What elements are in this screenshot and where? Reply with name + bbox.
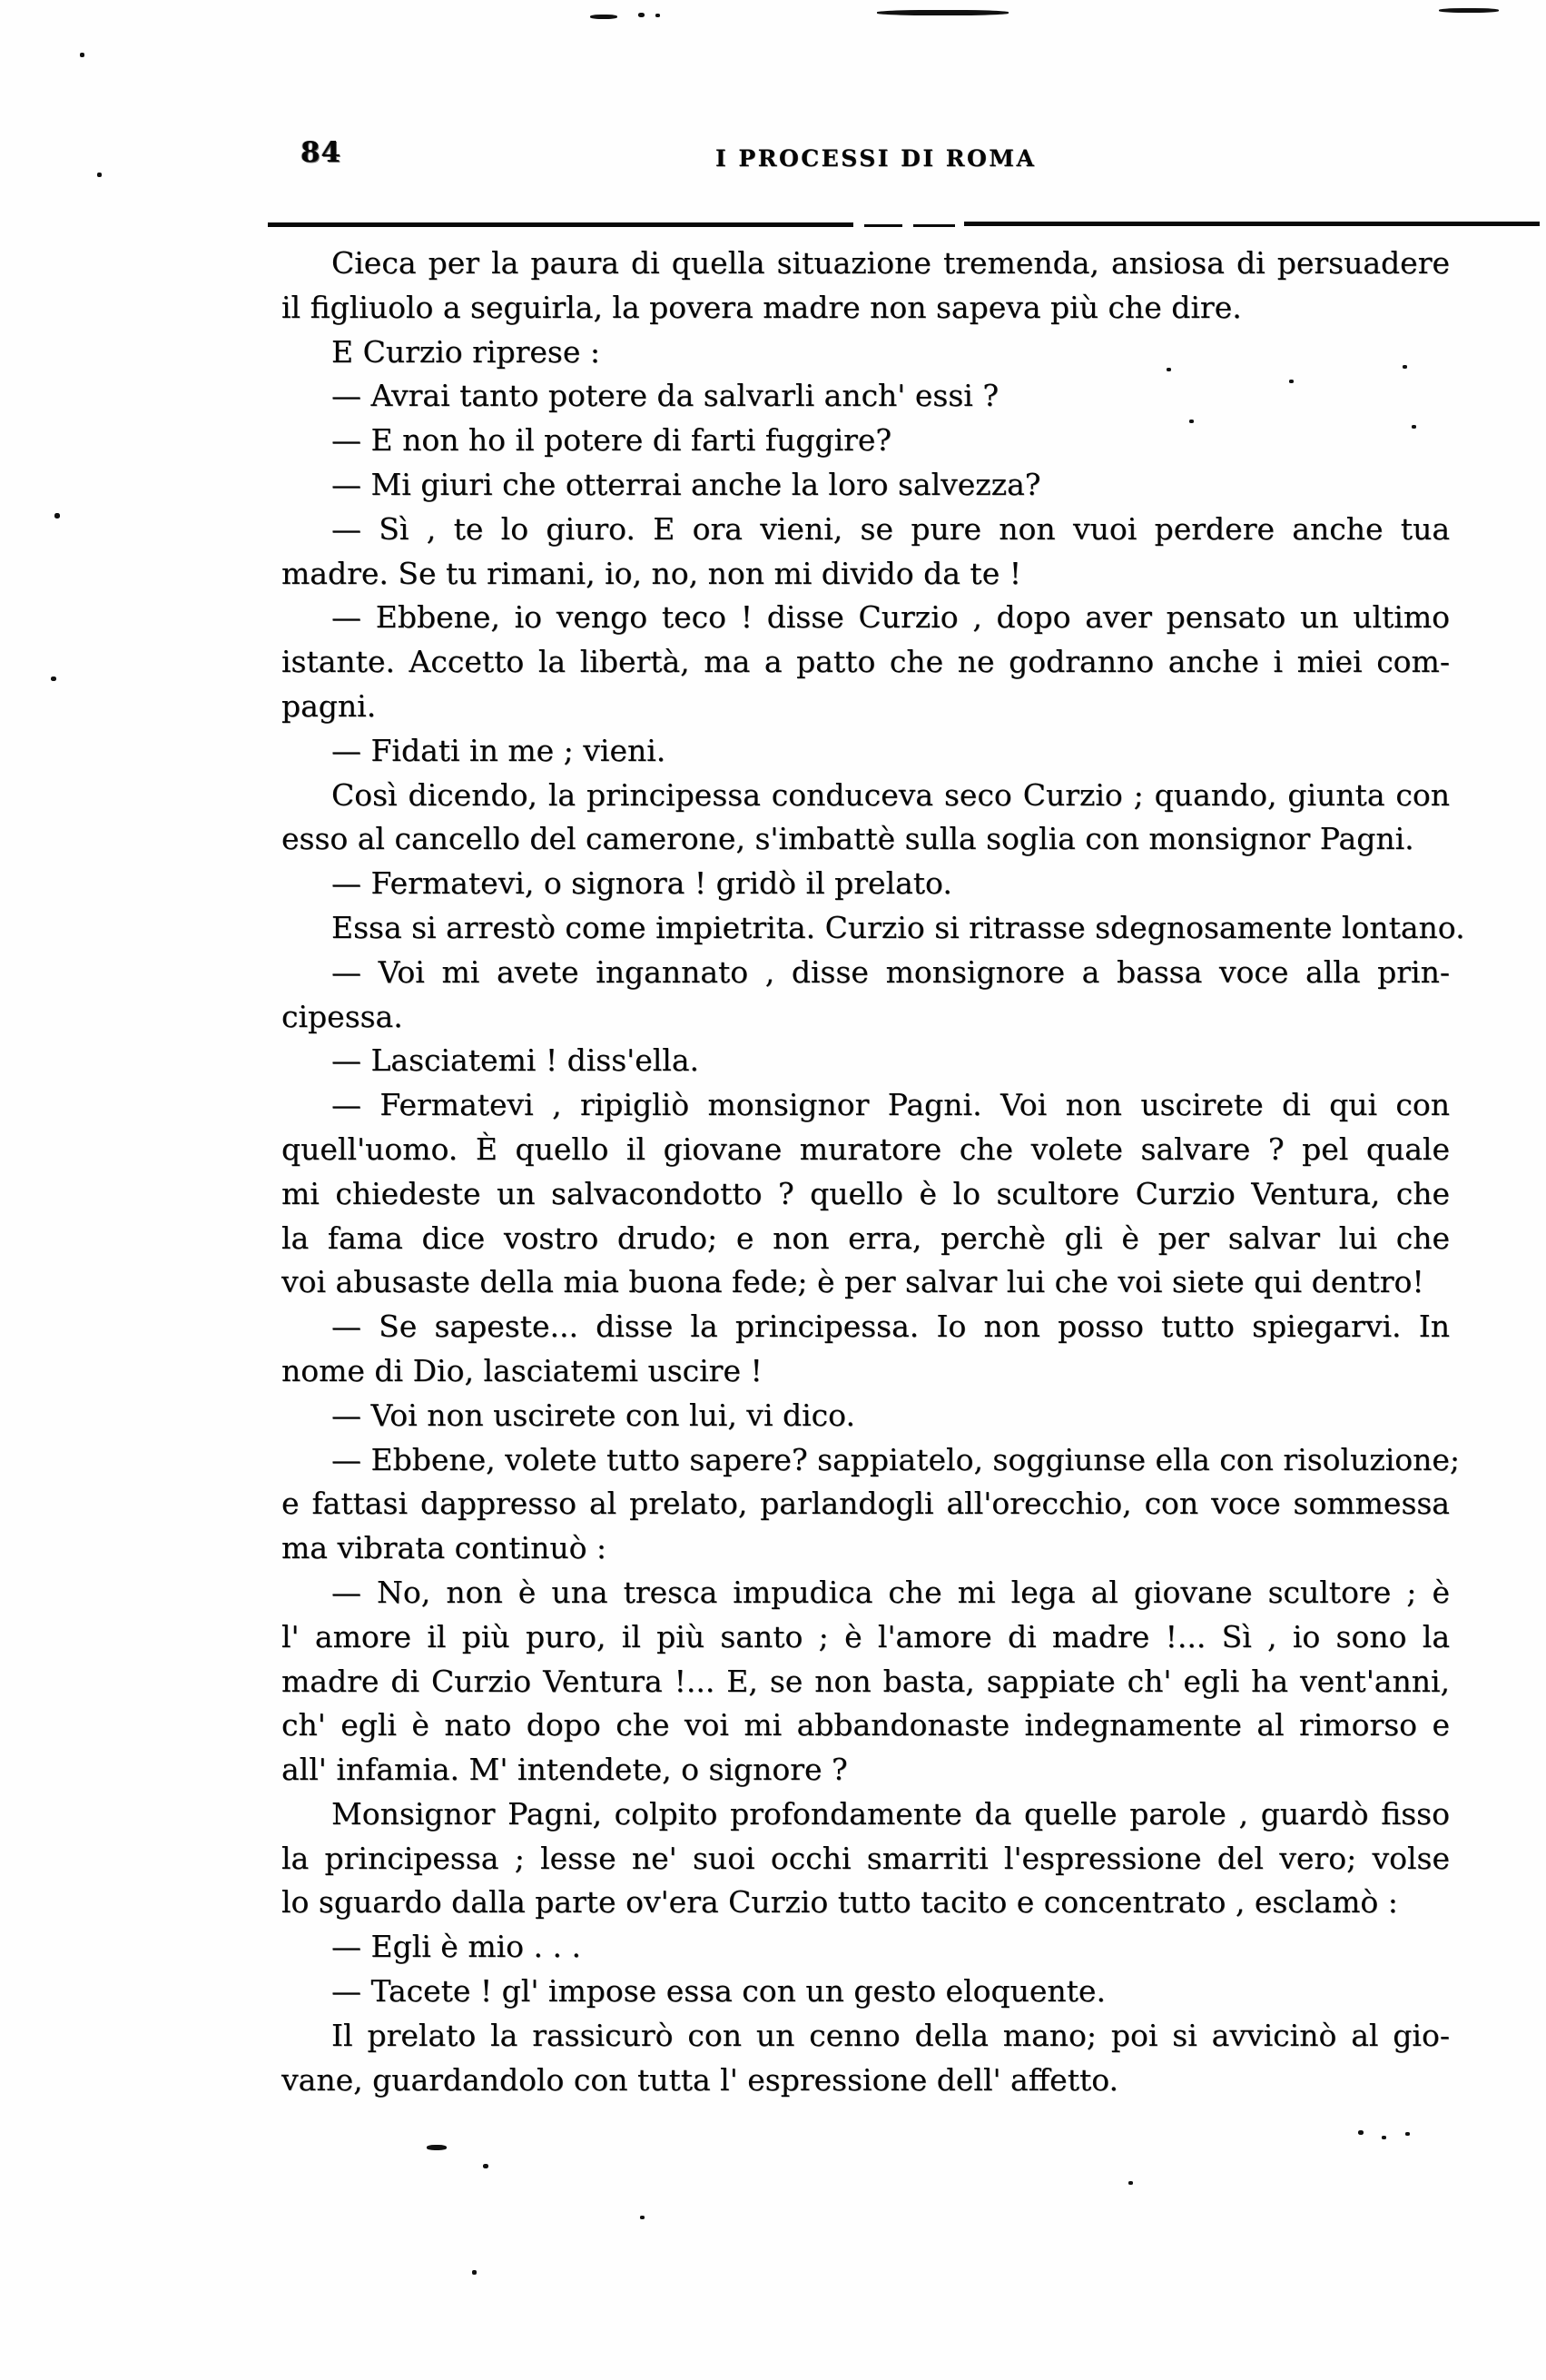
text-line: e fattasi dappresso al prelato, parlandogli all'orecchio, con voce sommessa xyxy=(281,1486,1450,1522)
text-line: madre. Se tu rimani, io, no, non mi divido da te ! xyxy=(281,555,1021,591)
text-line: la fama dice vostro drudo; e non erra, perchè gli è per salvar lui che xyxy=(281,1220,1450,1256)
text-line: Essa si arrestò come impietrita. Curzio si ritrasse sdegnosamente lontano. xyxy=(331,909,1465,945)
text-line: — Sì , te lo giuro. E ora vieni, se pure non vuoi perdere anche tua xyxy=(331,510,1450,547)
text-line: nome di Dio, lasciatemi uscire ! xyxy=(281,1352,763,1388)
scan-speck xyxy=(590,15,617,19)
scan-speck xyxy=(483,2164,488,2168)
scan-speck xyxy=(655,14,660,17)
scan-speck xyxy=(54,513,60,518)
text-line: l' amore il più puro, il più santo ; è l'amore di madre !... Sì , io sono la xyxy=(281,1618,1450,1654)
scan-speck xyxy=(1403,365,1407,369)
scan-speck xyxy=(1382,2136,1386,2139)
text-line: — Fidati in me ; vieni. xyxy=(331,732,666,768)
text-line: — Lasciatemi ! diss'ella. xyxy=(331,1042,700,1079)
header-rule xyxy=(268,222,853,227)
text-line: madre di Curzio Ventura !... E, se non basta, sappiate ch' egli ha vent'anni, xyxy=(281,1663,1450,1699)
text-line: — Voi mi avete ingannato , disse monsignore a bassa voce alla prin- xyxy=(331,953,1450,990)
text-line: vane, guardandolo con tutta l' espressione dell' affetto. xyxy=(281,2061,1119,2098)
text-line: Cieca per la paura di quella situazione tremenda, ansiosa di persuadere xyxy=(331,245,1450,281)
scan-speck xyxy=(877,10,1009,15)
text-line: — Ebbene, volete tutto sapere? sappiatelo, soggiunse ella con risoluzione; xyxy=(331,1441,1461,1477)
text-line: Così dicendo, la principessa conduceva seco Curzio ; quando, giunta con xyxy=(331,776,1450,813)
text-line: cipessa. xyxy=(281,998,403,1034)
header-rule xyxy=(964,222,1540,226)
scan-speck xyxy=(472,2270,477,2275)
scan-speck xyxy=(427,2145,447,2150)
text-line: il figliuolo a seguirla, la povera madre non sapeva più che dire. xyxy=(281,289,1242,325)
header-rule xyxy=(913,224,955,227)
scan-speck xyxy=(640,2216,645,2219)
text-line: — Egli è mio . . . xyxy=(331,1929,581,1965)
text-line: lo sguardo dalla parte ov'era Curzio tutto tacito e concentrato , esclamò : xyxy=(281,1884,1398,1921)
text-line: — E non ho il potere di farti fuggire? xyxy=(331,422,892,459)
text-line: E Curzio riprese : xyxy=(331,333,600,370)
scan-speck xyxy=(1128,2181,1133,2185)
text-line: — Fermatevi , ripigliò monsignor Pagni. Voi non uscirete di qui con xyxy=(331,1087,1450,1123)
text-line: — Tacete ! gl' impose essa con un gesto eloquente. xyxy=(331,1973,1106,2010)
text-line: — Se sapeste... disse la principessa. Io non posso tutto spiegarvi. In xyxy=(331,1309,1450,1345)
text-line: ma vibrata continuò : xyxy=(281,1530,607,1566)
scan-speck xyxy=(97,173,102,177)
text-line: — Voi non uscirete con lui, vi dico. xyxy=(331,1397,855,1433)
running-title: I PROCESSI DI ROMA xyxy=(715,145,1037,172)
scan-speck xyxy=(1289,380,1294,383)
text-line: — No, non è una tresca impudica che mi lega al giovane scultore ; è xyxy=(331,1574,1450,1610)
text-line: Il prelato la rassicurò con un cenno della mano; poi si avvicinò al gio- xyxy=(331,2017,1450,2053)
scan-speck xyxy=(1189,420,1194,423)
scan-speck xyxy=(1405,2132,1410,2136)
page-text xyxy=(281,242,1465,2102)
text-line: — Avrai tanto potere da salvarli anch' essi ? xyxy=(331,378,999,414)
text-line: la principessa ; lesse ne' suoi occhi smarriti l'espressione del vero; volse xyxy=(281,1840,1450,1876)
text-line: voi abusaste della mia buona fede; è per salvar lui che voi siete qui dentro! xyxy=(281,1264,1424,1300)
text-line: — Fermatevi, o signora ! gridò il prelato. xyxy=(331,865,952,902)
text-line: — Mi giuri che otterrai anche la loro salvezza? xyxy=(331,466,1041,502)
text-line: all' infamia. M' intendete, o signore ? xyxy=(281,1752,848,1788)
scan-speck xyxy=(1167,368,1171,371)
page-number: 84 xyxy=(300,136,342,169)
header-rule xyxy=(864,224,902,227)
scan-speck xyxy=(1412,425,1416,429)
scan-speck xyxy=(80,53,84,57)
text-line: esso al cancello del camerone, s'imbattè sulla soglia con monsignor Pagni. xyxy=(281,821,1414,857)
text-line: ch' egli è nato dopo che voi mi abbandonaste indegnamente al rimorso e xyxy=(281,1707,1450,1743)
text-line: — Ebbene, io vengo teco ! disse Curzio , dopo aver pensato un ultimo xyxy=(331,599,1450,636)
text-line: istante. Accetto la libertà, ma a patto che ne godranno anche i miei com- xyxy=(281,644,1450,680)
scan-speck xyxy=(638,13,645,17)
text-line: Monsignor Pagni, colpito profondamente da quelle parole , guardò fisso xyxy=(331,1795,1450,1832)
scan-speck xyxy=(1439,8,1499,13)
scan-speck xyxy=(51,676,56,681)
text-line: mi chiedeste un salvacondotto ? quello è lo scultore Curzio Ventura, che xyxy=(281,1175,1450,1211)
scan-speck xyxy=(1358,2130,1364,2135)
text-line: pagni. xyxy=(281,687,377,724)
text-line: quell'uomo. È quello il giovane muratore che volete salvare ? pel quale xyxy=(281,1131,1450,1167)
